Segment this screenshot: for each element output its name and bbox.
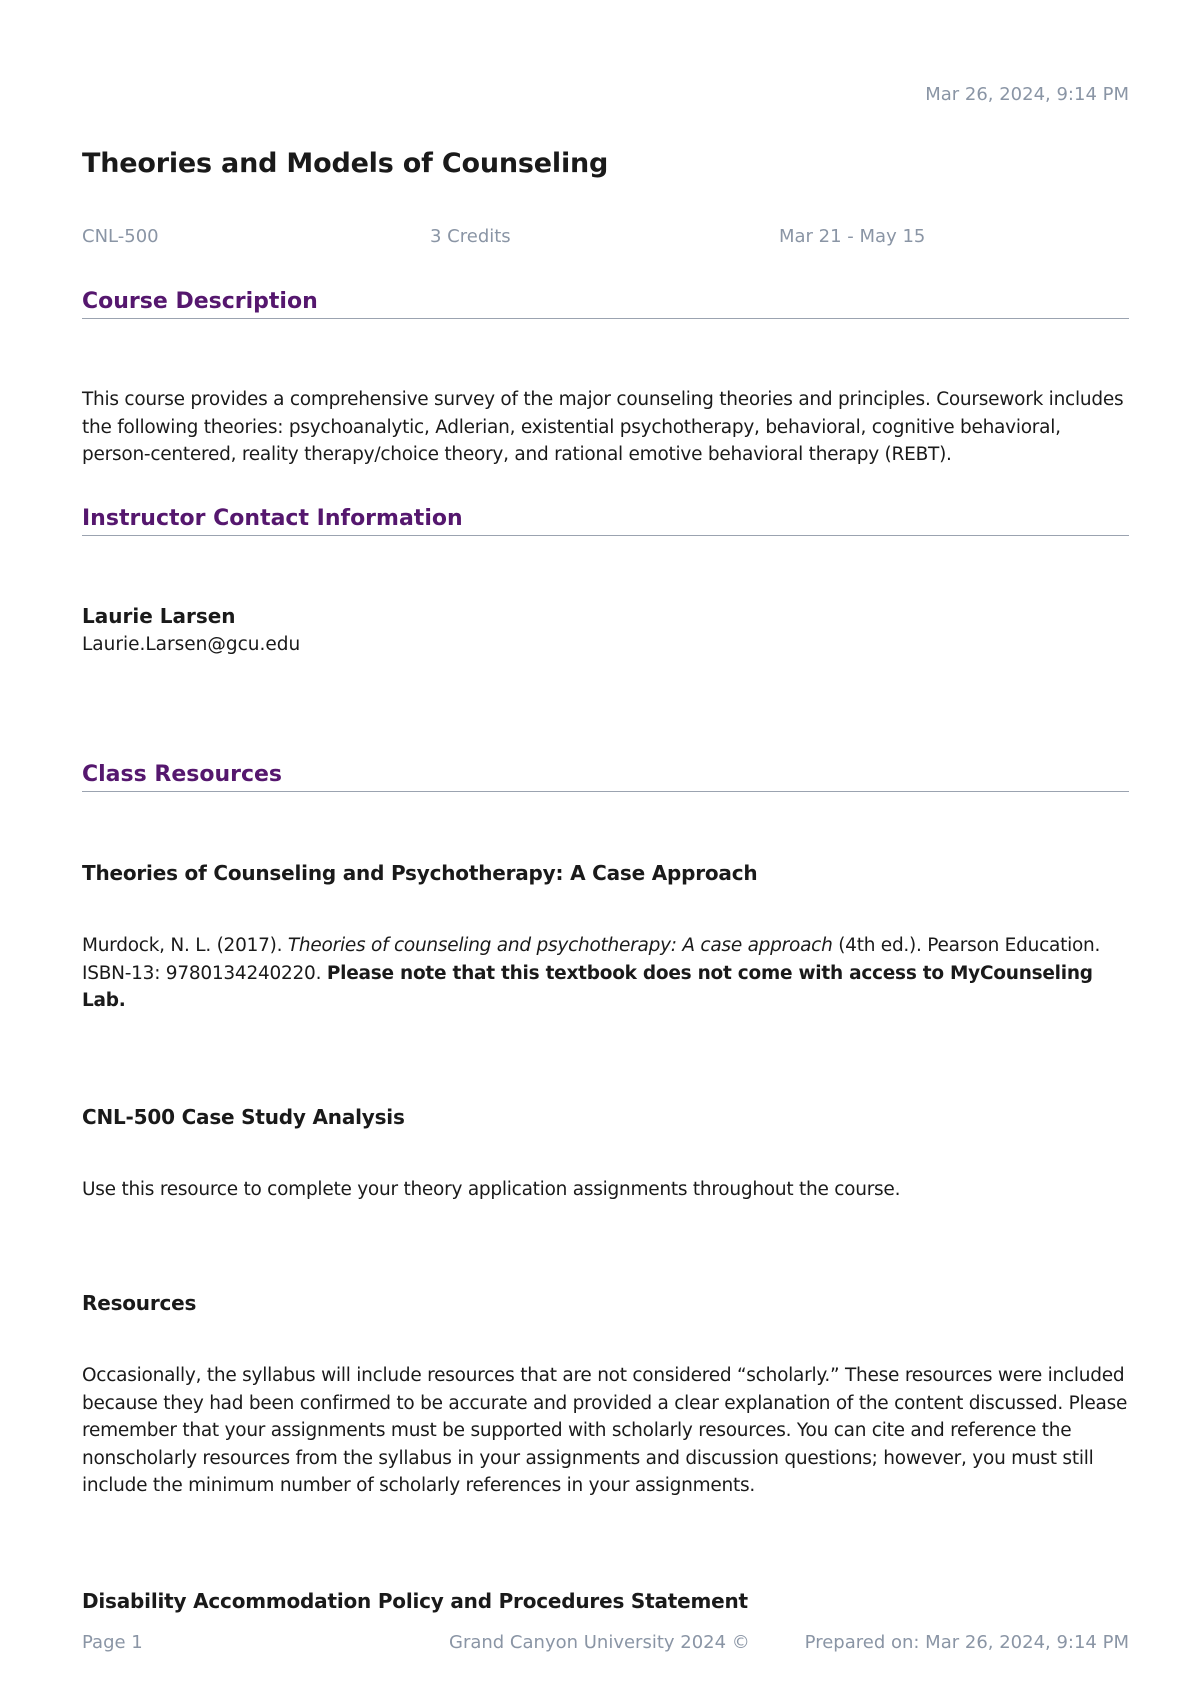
- course-title: Theories and Models of Counseling: [82, 148, 609, 179]
- course-credits: 3 Credits: [430, 226, 511, 247]
- footer-prepared-on: Prepared on: Mar 26, 2024, 9:14 PM: [804, 1632, 1129, 1653]
- footer-page-number: Page 1: [82, 1632, 143, 1653]
- textbook-access-note: Please note that this textbook does not come with access to MyCounseling Lab.: [82, 962, 1093, 1011]
- case-study-title: CNL-500 Case Study Analysis: [82, 1105, 405, 1129]
- resources-title: Resources: [82, 1291, 197, 1315]
- instructor-email[interactable]: Laurie.Larsen@gcu.edu: [82, 634, 301, 655]
- instructor-heading: Instructor Contact Information: [82, 505, 1129, 536]
- class-resources-heading: Class Resources: [82, 761, 1129, 792]
- instructor-name: Laurie Larsen: [82, 604, 236, 628]
- citation-suffix: (4th ed.). Pearson Education. ISBN-13: 9780134240220.: [82, 935, 1101, 984]
- course-dates: Mar 21 - May 15: [779, 226, 926, 247]
- course-description-text: This course provides a comprehensive survey of the major counseling theories and principles. Coursework includes the following theories: psychoanalytic, Adlerian, existential psychotherapy, behavioral, cognitive behavioral, person-centered, reality therapy/choice theory, and rational emotive behavioral therapy (REBT).: [82, 389, 1124, 465]
- course-code: CNL-500: [82, 226, 159, 247]
- citation-prefix: Murdock, N. L. (2017).: [82, 935, 288, 956]
- textbook-citation: [82, 932, 1129, 1015]
- footer-copyright: Grand Canyon University 2024 ©: [449, 1632, 750, 1653]
- citation-book-title: Theories of counseling and psychotherapy: A case approach: [287, 935, 833, 956]
- syllabus-page: [82, 0, 1129, 1696]
- course-description-heading: Course Description: [82, 288, 1129, 319]
- resources-text: Occasionally, the syllabus will include resources that are not considered “scholarly.” These resources were included because they had been confirmed to be accurate and provided a clear explanation of the content discussed. Please remember that your assignments must be supported with scholarly resources. You can cite and reference the nonscholarly resources from the syllabus in your assignments and discussion questions; however, you must still include the minimum number of scholarly references in your assignments.: [82, 1365, 1128, 1496]
- case-study-text: Use this resource to complete your theory application assignments throughout the course.: [82, 1179, 901, 1200]
- disability-policy-title: Disability Accommodation Policy and Procedures Statement: [82, 1589, 748, 1613]
- print-timestamp: Mar 26, 2024, 9:14 PM: [925, 84, 1129, 105]
- textbook-title: Theories of Counseling and Psychotherapy: A Case Approach: [82, 861, 758, 885]
